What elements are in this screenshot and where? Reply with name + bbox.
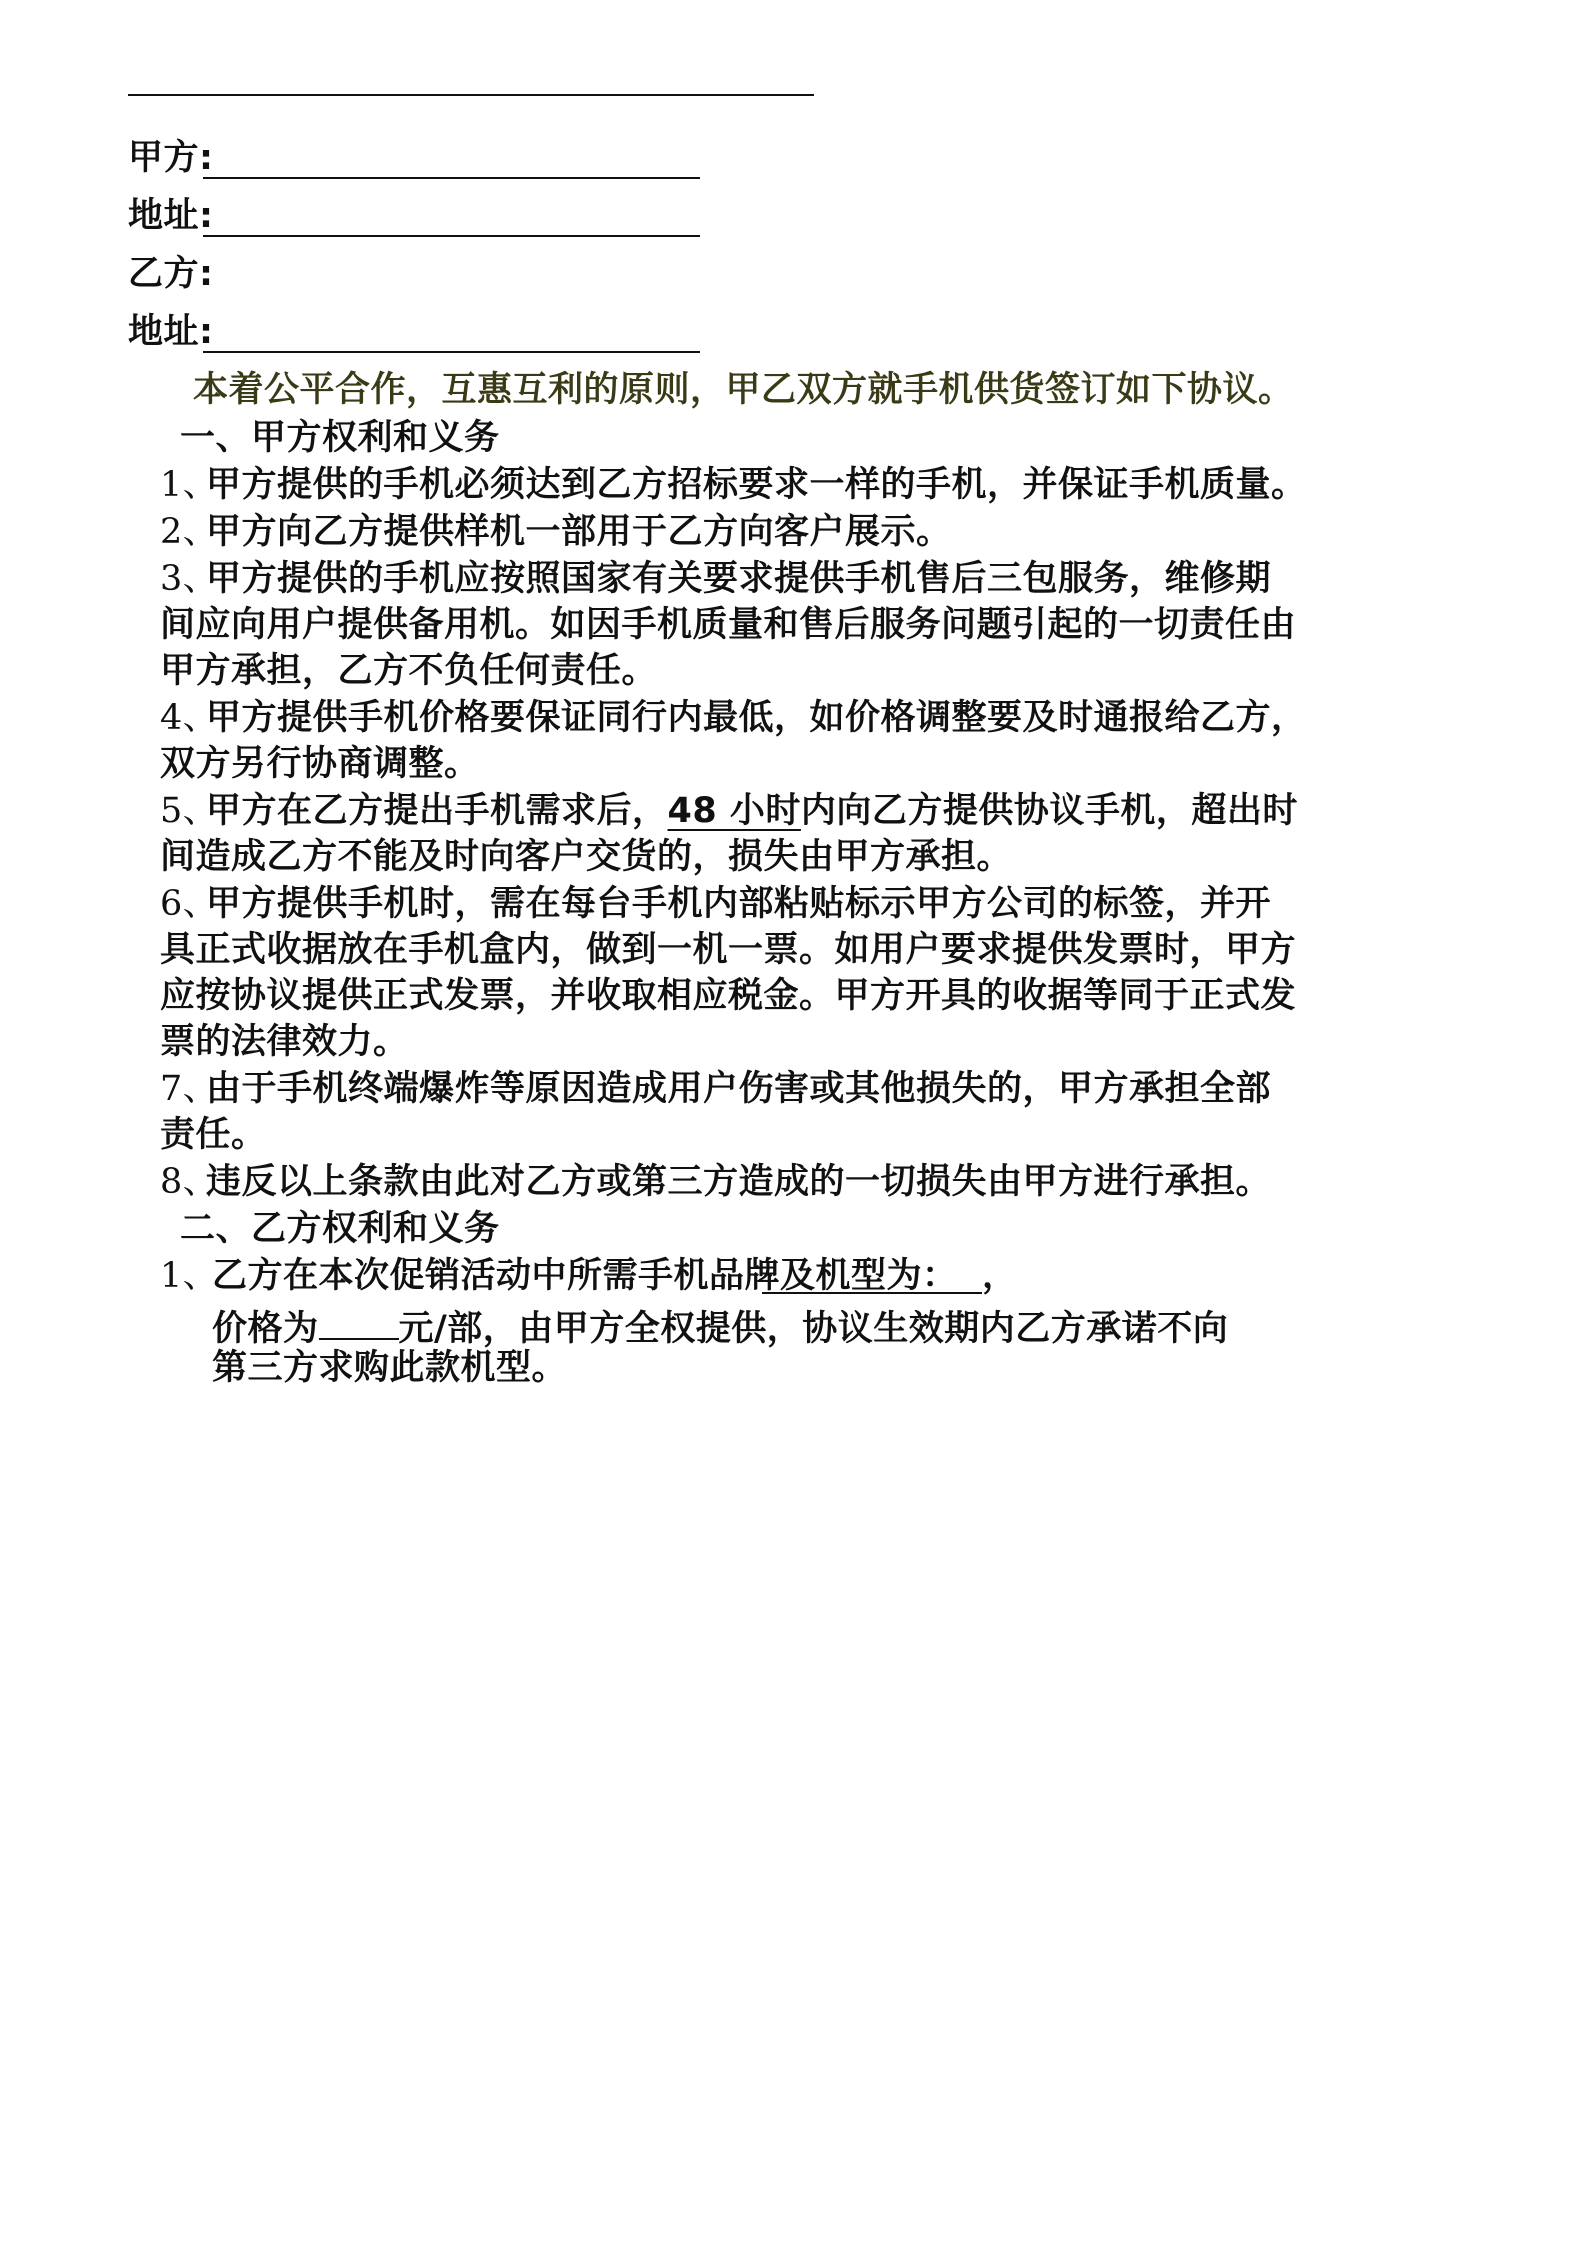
item-number: 1、 (160, 465, 219, 505)
address-b-label: 地址: (128, 312, 214, 352)
item-text-continued: 具正式收据放在手机盒内，做到一机一票。如用户要求提供发票时，甲方 (160, 930, 1297, 970)
item-text-continued: 甲方承担，乙方不负任何责任。 (160, 651, 658, 691)
party-b-label: 乙方: (128, 254, 214, 294)
address-b-blank[interactable] (203, 351, 700, 353)
item-text (206, 787, 1298, 835)
item-text-continued: 责任。 (160, 1115, 267, 1155)
item-text: 甲方向乙方提供样机一部用于乙方向客户展示。 (206, 512, 952, 552)
address-a-label: 地址: (128, 196, 214, 236)
item-number: 4、 (160, 698, 219, 738)
item-text: 乙方在本次促销活动中所需手机品牌及机型为： (212, 1256, 958, 1296)
address-a-blank[interactable] (203, 235, 700, 237)
party-a-blank[interactable] (203, 177, 700, 179)
deadline-emphasis: 48 小时 (667, 791, 801, 831)
item-text: 甲方提供手机价格要保证同行内最低，如价格调整要及时通报给乙方， (206, 698, 1307, 738)
section2-title: 二、乙方权利和义务 (180, 1209, 500, 1249)
title-rule (128, 94, 814, 96)
item-text-continued: 间应向用户提供备用机。如因手机质量和售后服务问题引起的一切责任由 (160, 605, 1297, 645)
section1-title: 一、甲方权利和义务 (180, 418, 500, 458)
item-text: 甲方提供的手机应按照国家有关要求提供手机售后三包服务，维修期 (206, 559, 1272, 599)
item-text-continued: 间造成乙方不能及时向客户交货的，损失由甲方承担。 (160, 837, 1013, 877)
item-text-continued: 第三方求购此款机型。 (212, 1348, 568, 1388)
item-number: 8、 (160, 1162, 219, 1202)
brand-model-blank[interactable] (762, 1292, 982, 1294)
item-text-continued: 双方另行协商调整。 (160, 744, 480, 784)
item-text: 由于手机终端爆炸等原因造成用户伤害或其他损失的，甲方承担全部 (206, 1069, 1272, 1109)
party-a-label: 甲方: (128, 138, 214, 178)
item-text: 甲方提供手机时，需在每台手机内部粘贴标示甲方公司的标签，并开 (206, 884, 1272, 924)
price-terms: 元/部，由甲方全权提供，协议生效期内乙方承诺不向 (398, 1309, 1229, 1349)
item-text: 甲方提供的手机必须达到乙方招标要求一样的手机，并保证手机质量。 (206, 465, 1307, 505)
item-number: 7、 (160, 1069, 219, 1109)
price-blank[interactable] (319, 1298, 399, 1340)
item-text-pre: 甲方在乙方提出手机需求后， (206, 791, 668, 831)
item-number: 1、 (160, 1256, 219, 1296)
item-number: 5、 (160, 791, 219, 831)
intro-paragraph: 本着公平合作，互惠互利的原则，甲乙双方就手机供货签订如下协议。 (193, 370, 1294, 410)
item-number: 2、 (160, 512, 219, 552)
item-number: 3、 (160, 559, 219, 599)
item-text: 违反以上条款由此对乙方或第三方造成的一切损失由甲方进行承担。 (206, 1162, 1272, 1202)
item-text-post: 内向乙方提供协议手机，超出时 (800, 791, 1298, 831)
item-text-comma: ， (982, 1256, 1018, 1296)
price-label: 价格为 (212, 1309, 319, 1349)
item-text-continued: 应按协议提供正式发票，并收取相应税金。甲方开具的收据等同于正式发 (160, 976, 1297, 1016)
item-number: 6、 (160, 884, 219, 924)
item-text-continued: 票的法律效力。 (160, 1022, 409, 1062)
